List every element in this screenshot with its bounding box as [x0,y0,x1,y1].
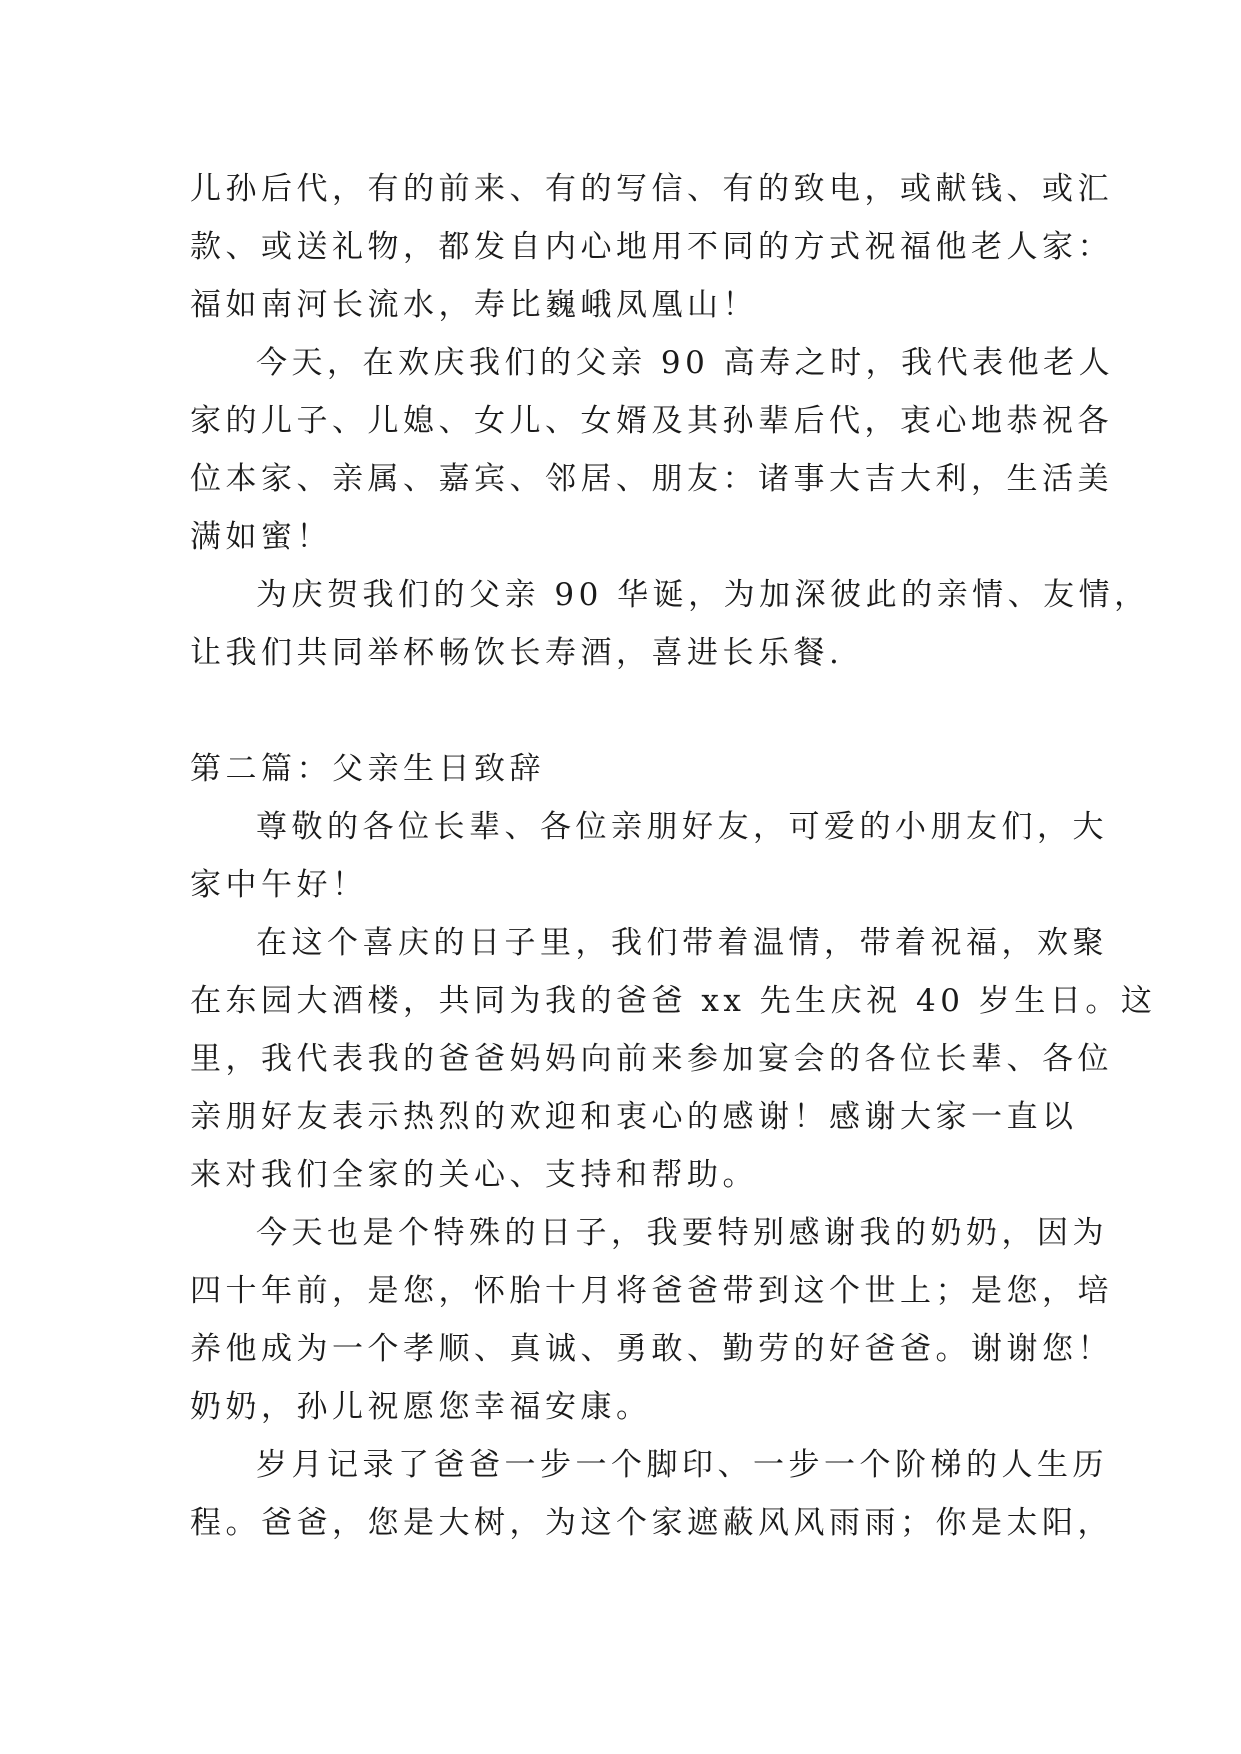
text-line: 来对我们全家的关心、支持和帮助。 [190,1157,758,1193]
text-line: 家的儿子、儿媳、女儿、女婿及其孙辈后代，衷心地恭祝各 [190,403,1113,439]
text-line: 位本家、亲属、嘉宾、邻居、朋友：诸事大吉大利，生活美 [190,461,1113,497]
text-line: 儿孙后代，有的前来、有的写信、有的致电，或献钱、或汇 [190,171,1113,207]
paragraph [190,798,1108,914]
text-line: 尊敬的各位长辈、各位亲朋好友，可爱的小朋友们，大 [256,809,1108,845]
text-line: 为庆贺我们的父亲 90 华诞，为加深彼此的亲情、友情， [256,577,1150,613]
text-line: 养他成为一个孝顺、真诚、勇敢、勤劳的好爸爸。谢谢您！ [190,1331,1113,1367]
paragraph [190,160,1113,334]
blank-line [190,682,1070,740]
text-line: 亲朋好友表示热烈的欢迎和衷心的感谢！感谢大家一直以 [190,1099,1078,1135]
text-line: 四十年前，是您，怀胎十月将爸爸带到这个世上；是您，培 [190,1273,1113,1309]
text-line: 今天，在欢庆我们的父亲 90 高寿之时，我代表他老人 [256,345,1115,381]
document-body [190,160,1157,1552]
text-line: 今天也是个特殊的日子，我要特别感谢我的奶奶，因为 [256,1215,1108,1251]
paragraph [190,334,1115,566]
text-line: 奶奶，孙儿祝愿您幸福安康。 [190,1389,652,1425]
text-line: 在这个喜庆的日子里，我们带着温情，带着祝福，欢聚 [256,925,1108,961]
text-line: 程。爸爸，您是大树，为这个家遮蔽风风雨雨；你是太阳， [190,1505,1113,1541]
paragraph [190,914,1157,1204]
text-line: 让我们共同举杯畅饮长寿酒，喜进长乐餐. [190,635,844,671]
text-line: 款、或送礼物，都发自内心地用不同的方式祝福他老人家： [190,229,1113,265]
text-line: 里，我代表我的爸爸妈妈向前来参加宴会的各位长辈、各位 [190,1041,1113,1077]
text-line: 家中午好！ [190,867,368,903]
paragraph [190,1436,1113,1552]
text-line: 福如南河长流水，寿比巍峨凤凰山！ [190,287,758,323]
paragraph [190,566,1150,682]
text-line: 满如蜜！ [190,519,332,555]
text-line: 在东园大酒楼，共同为我的爸爸 xx 先生庆祝 40 岁生日。这 [190,983,1157,1019]
paragraph [190,1204,1113,1436]
section-title: 第二篇：父亲生日致辞 [190,751,545,787]
text-line: 岁月记录了爸爸一步一个脚印、一步一个阶梯的人生历 [256,1447,1108,1483]
